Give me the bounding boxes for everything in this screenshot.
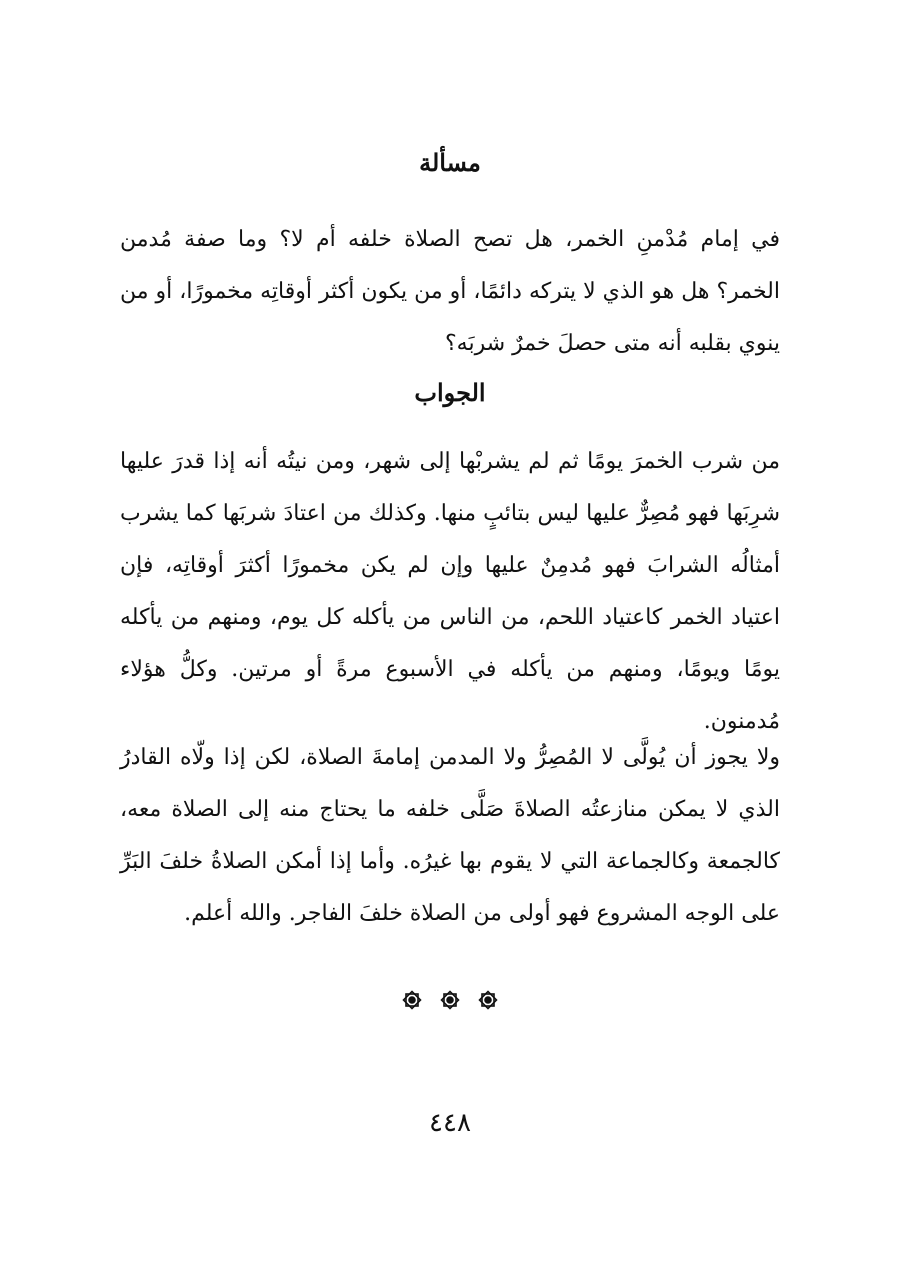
section-end-ornaments [0, 988, 900, 1012]
answer-paragraph-2: ولا يجوز أن يُولَّى لا المُصِرُّ ولا المدمن إمامةَ الصلاة، لكن إذا ولّاه القادرُ الذي لا يمكن منازعتُه الصلاةَ صَلَّى خلفه ما يحتاج منه إلى الصلاة معه، كالجمعة وكالجماعة التي لا يقوم بها غيرُه. وأما إذا أمكن الصلاةُ خلفَ البَرِّ على الوجه المشروع فهو أولى من الصلاة خلفَ الفاجر. والله أعلم. [120, 745, 780, 926]
flower-ornament-icon [438, 988, 462, 1012]
question-title: مسألة [419, 148, 481, 177]
answer-paragraph-1: من شرب الخمرَ يومًا ثم لم يشربْها إلى شهر، ومن نيتُه أنه إذا قدرَ عليها شرِبَها فهو مُصِرٌّ عليها ليس بتائبٍ منها. وكذلك من اعتادَ شربَها كما يشرب أمثالُه الشرابَ فهو مُدمِنٌ عليها وإن لم يكن مخمورًا أكثرَ أوقاتِه، فإن اعتياد الخمر كاعتياد اللحم، من الناس من يأكله كل يوم، ومنهم من يأكله يومًا ويومًا، ومنهم من يأكله في الأسبوع مرةً أو مرتين. وكلُّ هؤلاء مُدمنون. [120, 449, 780, 734]
flower-ornament-icon [400, 988, 424, 1012]
answer-title: الجواب [414, 378, 486, 407]
question-text-block [120, 214, 780, 370]
answer-paragraph-2-block [120, 732, 780, 940]
answer-paragraph-1-block [120, 436, 780, 748]
question-paragraph: في إمام مُدْمنِ الخمر، هل تصح الصلاة خلفه أم لا؟ وما صفة مُدمن الخمر؟ هل هو الذي لا يتركه دائمًا، أو من يكون أكثر أوقاتِه مخمورًا، أو من ينوي بقلبه أنه متى حصلَ خمرٌ شربَه؟ [119, 227, 780, 356]
flower-ornament-icon [476, 988, 500, 1012]
page-number: ٤٤٨ [429, 1108, 471, 1138]
